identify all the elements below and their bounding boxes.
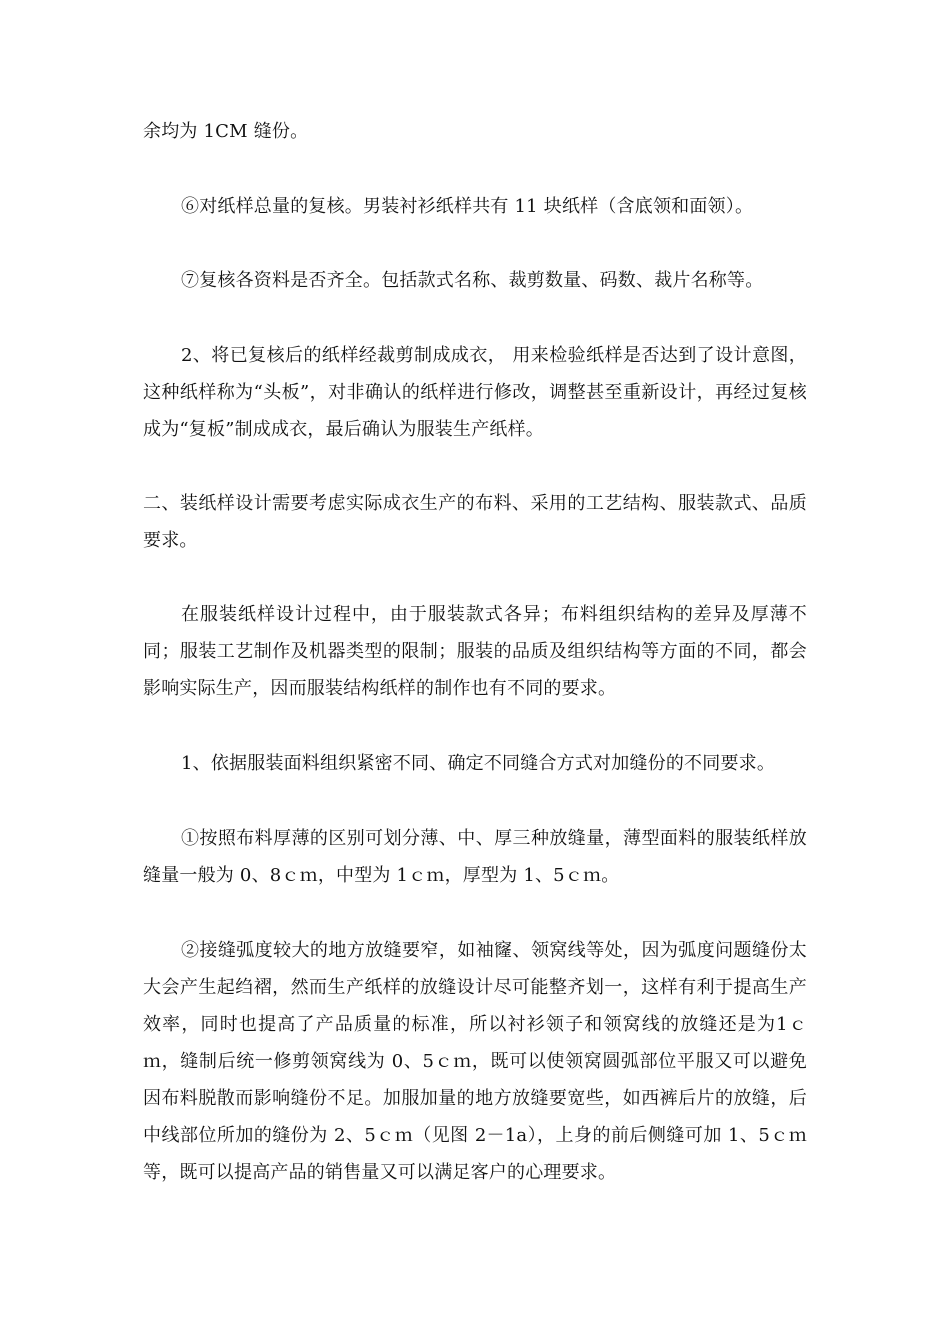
paragraph-section-2-sample: 2、将已复核后的纸样经裁剪制成成衣， 用来检验纸样是否达到了设计意图，这种纸样称为“头板”，对非确认的纸样进行修改，调整甚至重新设计，再经过复核成为“复板”制成成衣，最后确认为服装生产纸样。 [143,345,807,440]
paragraph-seam-allowance-tail: 余均为 1CM 缝份。 [143,121,309,142]
section-heading-2: 二、装纸样设计需要考虑实际成衣生产的布料、采用的工艺结构、服装款式、品质要求。 [143,493,807,551]
paragraph-item-7-data-check: ⑦复核各资料是否齐全。包括款式名称、裁剪数量、码数、裁片名称等。 [181,270,764,291]
paragraph-design-process: 在服装纸样设计过程中，由于服装款式各异；布料组织结构的差异及厚薄不同；服装工艺制作及机器类型的限制；服装的品质及组织结构等方面的不同，都会影响实际生产，因而服装结构纸样的制作也有不同的要求。 [143,604,807,699]
paragraph-item-circle-1-thickness: ①按照布料厚薄的区别可划分薄、中、厚三种放缝量，薄型面料的服装纸样放缝量一般为 0、8ｃｍ，中型为 1ｃｍ，厚型为 1、5ｃｍ。 [143,828,807,886]
paragraph-item-6-pattern-count: ⑥对纸样总量的复核。男装衬衫纸样共有 11 块纸样（含底领和面领）。 [181,196,754,217]
paragraph-item-circle-2-curves: ②接缝弧度较大的地方放缝要窄，如袖窿、领窝线等处，因为弧度问题缝份太大会产生起绉褶，然而生产纸样的放缝设计尽可能整齐划一，这样有利于提高生产效率，同时也提高了产品质量的标准，所以衬衫领子和领窝线的放缝还是为1ｃｍ，缝制后统一修剪领窝线为 0、5ｃｍ，既可以使领窝圆弧部位平服又可以避免因布料脱散而影响缝份不足。加服加量的地方放缝要宽些，如西裤后片的放缝，后中线部位所加的缝份为 2、5ｃｍ（见图 2－1a），上身的前后侧缝可加 1、5ｃｍ等，既可以提高产品的销售量又可以满足客户的心理要求。 [143,940,807,1183]
paragraph-item-1-fabric: 1、依据服装面料组织紧密不同、确定不同缝合方式对加缝份的不同要求。 [181,753,776,774]
